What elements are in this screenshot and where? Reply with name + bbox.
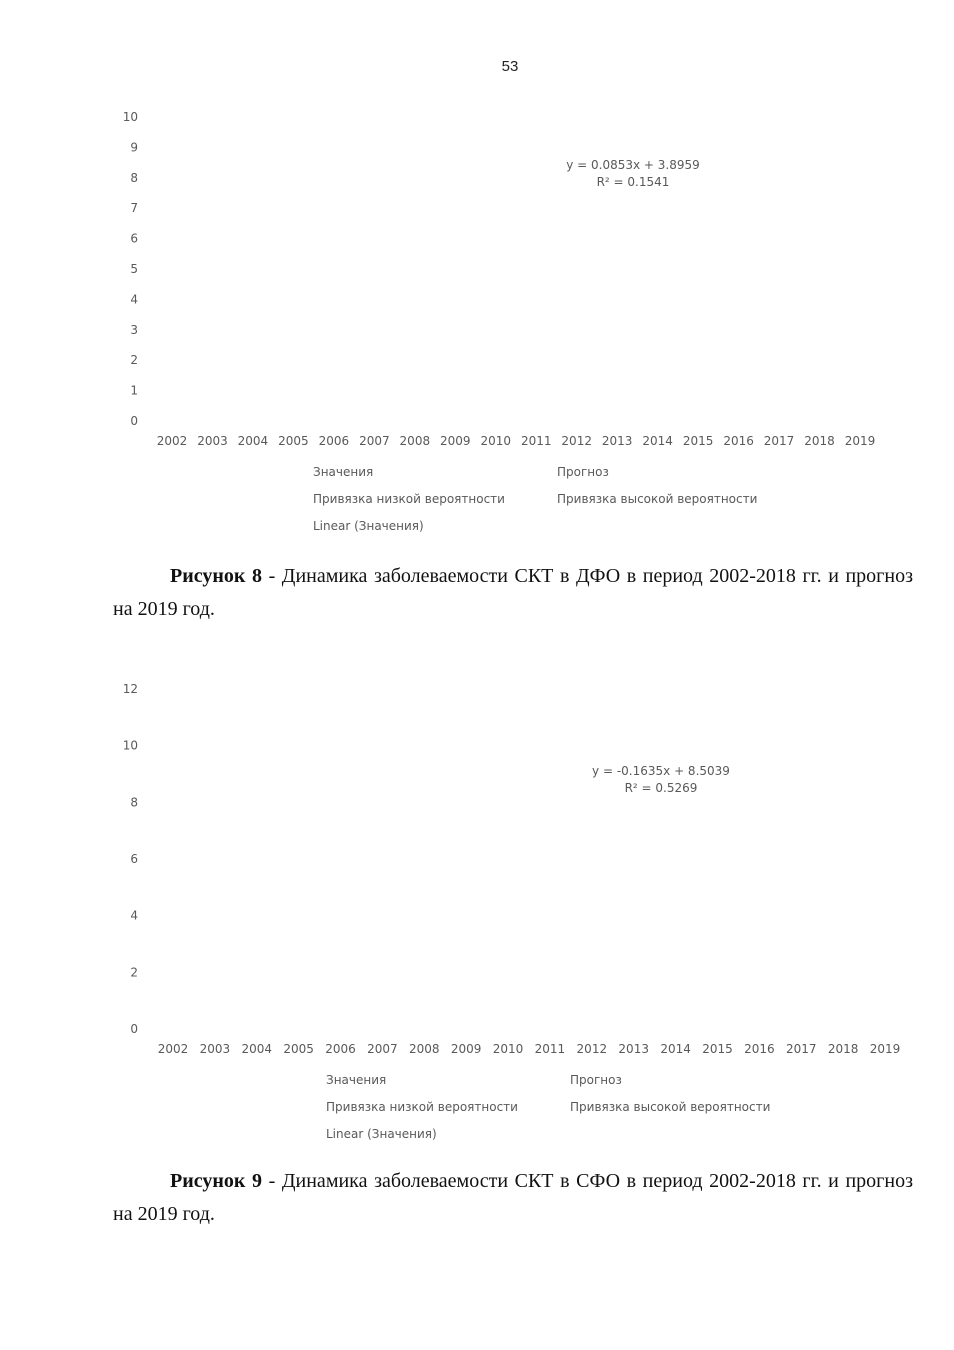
x-tick-label: 2019	[869, 1042, 901, 1056]
y-tick-label: 3	[130, 322, 138, 337]
figure-8-label: Рисунок 8	[170, 565, 262, 587]
x-tick-label: 2012	[561, 434, 592, 448]
figure-8-caption	[113, 560, 913, 626]
legend-item-low-prob: Привязка низкой вероятности	[313, 492, 505, 506]
chart-2	[0, 670, 954, 1130]
y-tick-label: 10	[122, 110, 138, 124]
x-tick-label: 2017	[785, 1042, 817, 1056]
x-tick-label: 2011	[534, 1042, 566, 1056]
x-tick-label: 2008	[399, 434, 431, 448]
y-tick-label: 0	[130, 414, 138, 428]
y-tick-label: 2	[130, 353, 138, 368]
x-tick-label: 2018	[804, 434, 835, 448]
x-tick-label: 2005	[278, 434, 309, 448]
y-tick-label: 2	[130, 965, 138, 980]
trendline-equation: y = 0.0853x + 3.8959	[566, 158, 700, 172]
x-tick-label: 2009	[450, 1042, 482, 1056]
y-tick-label: 10	[122, 738, 138, 753]
y-tick-label: 8	[130, 170, 138, 185]
x-tick-label: 2013	[618, 1042, 649, 1056]
x-tick-label: 2016	[744, 1042, 775, 1056]
x-tick-label: 2006	[318, 434, 350, 448]
x-tick-label: 2002	[157, 1042, 189, 1056]
x-tick-label: 2003	[199, 1042, 231, 1056]
legend-item-high-prob: Привязка высокой вероятности	[570, 1100, 771, 1114]
figure-9-text: - Динамика заболеваемости СКТ в СФО в период 2002-2018 гг. и прогноз на 2019 год.	[113, 1170, 913, 1225]
y-tick-label: 1	[130, 383, 138, 398]
legend-item-linear: Linear (Значения)	[326, 1127, 437, 1141]
x-tick-label: 2012	[576, 1042, 608, 1056]
legend-item-linear: Linear (Значения)	[313, 519, 424, 533]
legend-item-forecast: Прогноз	[570, 1073, 622, 1087]
y-tick-label: 6	[130, 852, 138, 866]
figure-9-label: Рисунок 9	[170, 1170, 263, 1192]
y-tick-label: 4	[130, 292, 138, 307]
x-tick-label: 2010	[480, 434, 512, 448]
y-tick-label: 5	[130, 262, 138, 276]
trendline-r2: R² = 0.1541	[596, 175, 670, 189]
x-tick-label: 2006	[325, 1042, 356, 1056]
x-tick-label: 2013	[601, 434, 633, 448]
x-tick-label: 2004	[237, 434, 269, 448]
x-tick-label: 2004	[241, 1042, 273, 1056]
x-tick-label: 2015	[682, 434, 714, 448]
figure-8-text: - Динамика заболеваемости СКТ в ДФО в период 2002-2018 гг. и прогноз на 2019 год.	[113, 565, 913, 620]
x-tick-label: 2014	[642, 434, 673, 448]
y-tick-label: 8	[130, 795, 138, 810]
legend-item-values: Значения	[313, 465, 374, 479]
chart-1	[0, 100, 954, 560]
x-tick-label: 2010	[492, 1042, 524, 1056]
x-tick-label: 2015	[702, 1042, 733, 1056]
x-tick-label: 2018	[827, 1042, 859, 1056]
figure-9-caption	[113, 1165, 913, 1231]
x-tick-label: 2019	[844, 434, 876, 448]
legend-item-high-prob: Привязка высокой вероятности	[557, 492, 758, 506]
y-tick-label: 7	[130, 201, 138, 216]
y-tick-label: 4	[130, 908, 138, 923]
x-tick-label: 2005	[283, 1042, 314, 1056]
x-tick-label: 2014	[660, 1042, 691, 1056]
legend-item-values: Значения	[326, 1073, 387, 1087]
y-tick-label: 12	[122, 682, 138, 696]
y-tick-label: 6	[130, 231, 138, 246]
y-tick-label: 9	[130, 140, 138, 155]
legend-item-forecast: Прогноз	[557, 465, 609, 479]
x-tick-label: 2009	[440, 434, 471, 448]
x-tick-label: 2007	[359, 434, 390, 448]
y-tick-label: 0	[130, 1022, 138, 1036]
x-tick-label: 2017	[763, 434, 795, 448]
x-tick-label: 2011	[520, 434, 552, 448]
legend-item-low-prob: Привязка низкой вероятности	[326, 1100, 518, 1114]
x-tick-label: 2008	[409, 1042, 440, 1056]
x-tick-label: 2016	[723, 434, 754, 448]
x-tick-label: 2007	[367, 1042, 398, 1056]
x-tick-label: 2002	[156, 434, 188, 448]
page-number: 53	[501, 58, 519, 75]
x-tick-label: 2003	[197, 434, 228, 448]
trendline-equation: y = -0.1635x + 8.5039	[592, 764, 730, 778]
trendline-r2: R² = 0.5269	[624, 781, 698, 795]
